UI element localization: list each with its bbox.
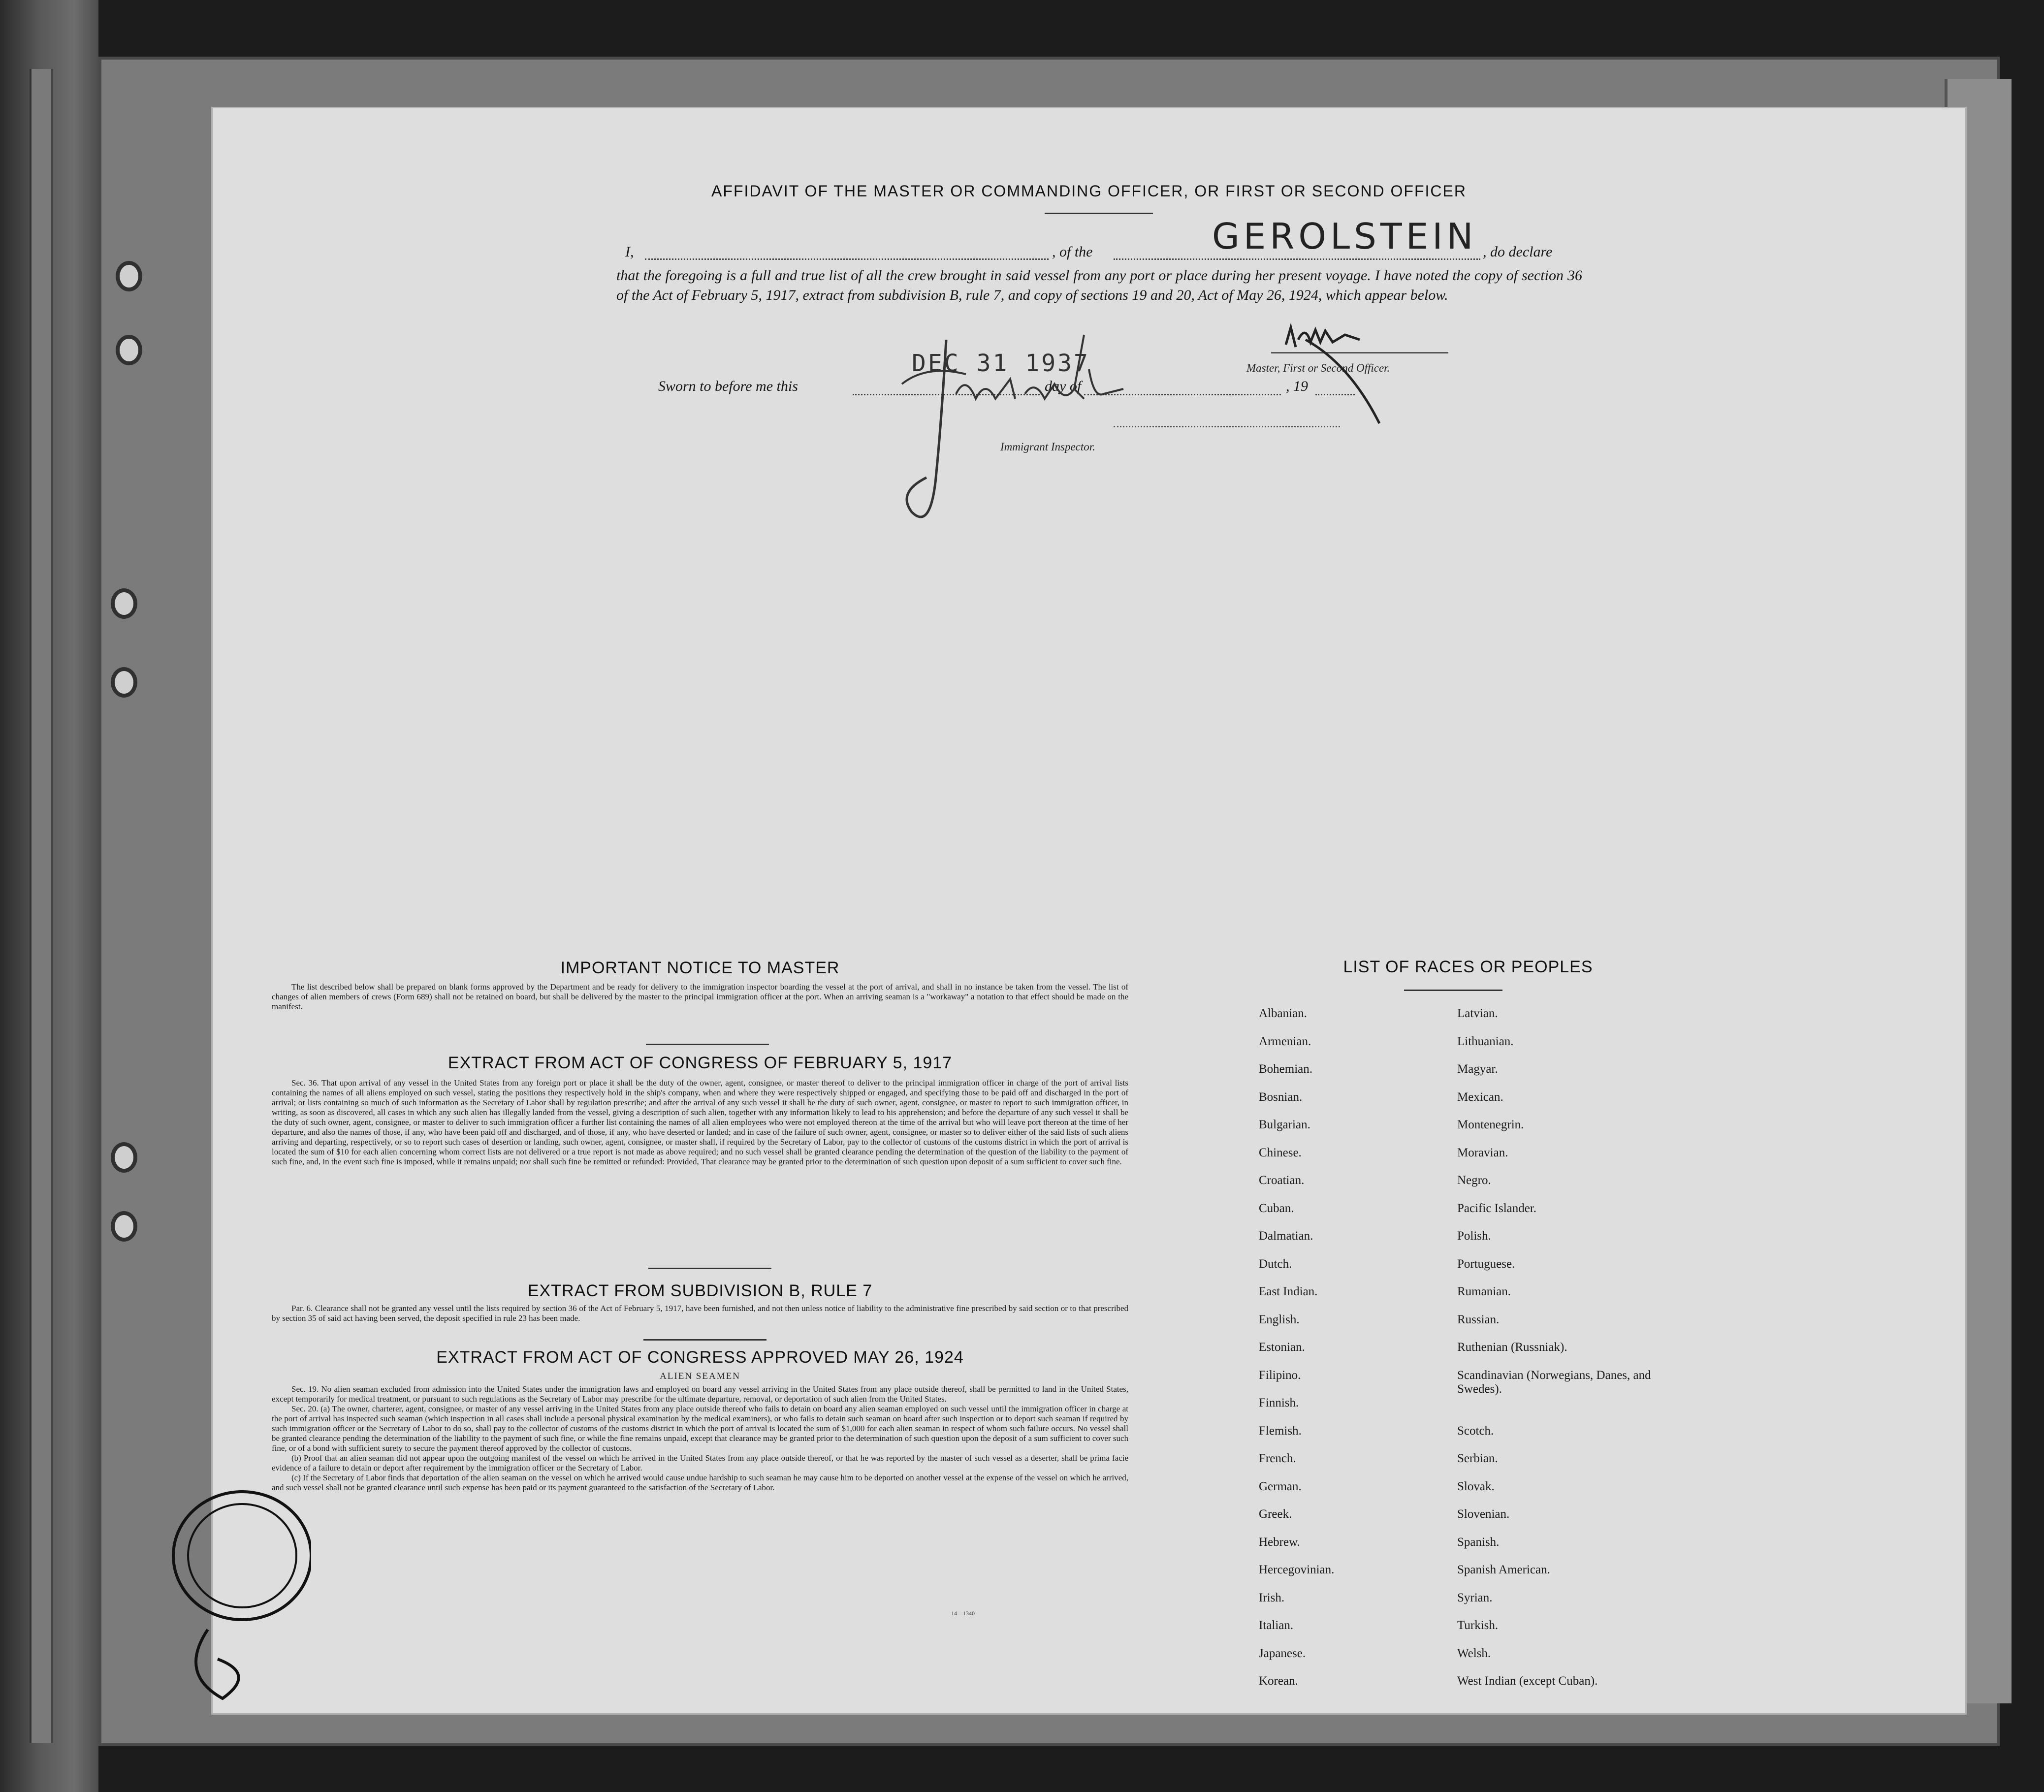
extract-1917-text: Sec. 36. That upon arrival of any vessel in the United States from any foreign port or place it shall be the duty of the owner, agent, consignee, or master thereof to deliver to the principal immigration officer in charge of the port of arrival lists containing the names of all aliens employed on such vessel, stating the positions they respectively hold in the ship's company, when and where they were respectively shipped or engaged, and specifying those to be paid off and discharged in the port of arrival; or lists containing so much of such information as the Secretary of Labor shall by regulation prescribe; and after the arrival of any such vessel it shall be the duty of such owner, agent, consignee, or master to report to such immigration officer, in writing, as soon as discovered, all cases in which any such alien has illegally landed from the vessel, giving a description of such alien, together with any information likely to lead to his apprehension; and before the departure of any such vessel it shall be the duty of such owner, agent, consignee, or master to deliver to such immigration officer a further list containing the names of all alien employees who were not employed thereon at the time of the arrival but who will leave port thereon at the time of her departure, and also the names of those, if any, who have been paid off and discharged, and of those, if any, who have deserted or landed; and in case of the failure of such owner, agent, consignee, or master so to deliver either of the said lists of such aliens arriving and departing, respectively, or so to report such cases of desertion or landing, such owner, agent, consignee, or master shall, if required by the Secretary of Labor, pay to the collector of customs of the customs district in which the port of arrival is located the sum of $10 for each alien concerning whom correct lists are not delivered or a true report is not made as above required; and no such vessel shall be granted clearance pending the determination of the question of the liability to the payment of such fine, and, in the event such fine is imposed, while it remains unpaid; nor shall such fine be remitted or refunded: Provided, That clearance may be granted prior to the determination of such question upon deposit of a sum sufficient to cover such fine.: [272, 1078, 1128, 1166]
affidavit-title: AFFIDAVIT OF THE MASTER OR COMMANDING OFFICER, OR FIRST OR SECOND OFFICER: [711, 182, 1467, 200]
race-item: Slovenian.: [1457, 1507, 1510, 1521]
race-item: Hebrew.: [1259, 1535, 1300, 1549]
race-item: Turkish.: [1457, 1619, 1499, 1632]
race-item: Estonian.: [1259, 1341, 1305, 1354]
inspector-signature: [779, 325, 1153, 532]
binder-hole: [116, 335, 142, 365]
races-column-1: [1259, 1007, 1436, 1702]
race-item: Spanish.: [1457, 1535, 1500, 1549]
date-stamp: DEC 31 1937: [912, 350, 1090, 377]
extract-rule7-title: EXTRACT FROM SUBDIVISION B, RULE 7: [527, 1281, 873, 1300]
affidavit-declare: , do declare: [1483, 244, 1553, 260]
master-name-field[interactable]: [645, 258, 1049, 260]
master-label: Master, First or Second Officer.: [1246, 362, 1390, 374]
race-item: Albanian.: [1259, 1007, 1307, 1020]
race-item: Bulgarian.: [1259, 1118, 1310, 1131]
race-item: Russian.: [1457, 1312, 1500, 1326]
race-item: Hercegovinian.: [1259, 1563, 1335, 1576]
race-item: Bohemian.: [1259, 1062, 1313, 1076]
race-item: Welsh.: [1457, 1646, 1491, 1660]
race-item: Bosnian.: [1259, 1090, 1303, 1104]
binder-hole: [111, 1142, 137, 1173]
section-19: Sec. 19. No alien seaman excluded from admission into the United States under the immigration laws and employed on board any vessel arriving in the United States from any place outside thereof, shall be permitted to land in the United States, except temporarily for medical treatment, or pursuant to such regulations as the Secretary of Labor may prescribe for the ultimate departure, removal, or deportation of such alien from the United States.: [272, 1384, 1128, 1404]
race-item: Japanese.: [1259, 1646, 1306, 1660]
binder-hole: [111, 1211, 137, 1242]
race-item: West Indian (except Cuban).: [1457, 1674, 1598, 1688]
race-item: Portuguese.: [1457, 1257, 1515, 1271]
race-item: East Indian.: [1259, 1285, 1318, 1298]
affidavit-of-the: , of the: [1052, 244, 1093, 260]
race-item: Spanish American.: [1457, 1563, 1550, 1576]
inspector-signature-line: [1114, 426, 1340, 427]
race-item: French.: [1259, 1452, 1296, 1465]
race-item: Armenian.: [1259, 1034, 1311, 1048]
sworn-label: Sworn to before me this: [658, 378, 798, 394]
race-item: Latvian.: [1457, 1007, 1498, 1020]
race-item: Montenegrin.: [1457, 1118, 1524, 1131]
form-number: 14—1340: [951, 1610, 975, 1617]
divider: [646, 1044, 769, 1045]
race-item: Scandinavian (Norwegians, Danes, and Swedes).: [1457, 1368, 1651, 1396]
extract-1924-body: [272, 1384, 1128, 1493]
race-item: Magyar.: [1457, 1062, 1498, 1076]
race-item: Finnish.: [1259, 1396, 1299, 1409]
race-item: Scotch.: [1457, 1424, 1494, 1438]
sworn-year-label: , 19: [1286, 378, 1308, 394]
race-item: German.: [1259, 1479, 1302, 1493]
race-item: Rumanian.: [1457, 1285, 1511, 1298]
race-item: Negro.: [1457, 1174, 1491, 1187]
race-item: Greek.: [1259, 1507, 1292, 1521]
divider: [648, 1268, 771, 1269]
race-item: Korean.: [1259, 1674, 1298, 1688]
race-item: Irish.: [1259, 1591, 1285, 1604]
vessel-name-handwritten: GEROLSTEIN: [1212, 216, 1477, 257]
affidavit-body: that the foregoing is a full and true list of all the crew brought in said vessel from any port or place during her present voyage. I have noted the copy of section 36 of the Act of February 5, 1917, extract from subdivision B, rule 7, and copy of sections 19 and 20, Act of May 26, 1924, which appear below.: [616, 267, 1582, 303]
race-item: Croatian.: [1259, 1174, 1305, 1187]
divider: [1045, 213, 1153, 214]
race-item: Italian.: [1259, 1619, 1294, 1632]
race-item: Polish.: [1457, 1229, 1491, 1243]
race-item: Filipino.: [1259, 1368, 1301, 1382]
divider: [1404, 990, 1502, 991]
race-item: Dutch.: [1259, 1257, 1292, 1271]
race-item: Moravian.: [1457, 1146, 1508, 1159]
race-item: Dalmatian.: [1259, 1229, 1313, 1243]
race-item: Syrian.: [1457, 1591, 1493, 1604]
extract-rule7-text: Par. 6. Clearance shall not be granted any vessel until the lists required by section 36 of the Act of February 5, 1917, have been furnished, and not then unless notice of liability to the administrative fine prescribed by said section or to that prescribed by section 35 of said act having been served, the deposit specified in rule 23 has been made.: [272, 1304, 1128, 1323]
pencil-circle-mark: [149, 1467, 311, 1713]
section-20b: (b) Proof that an alien seaman did not appear upon the outgoing manifest of the vessel on which he arrived in the United States from any place outside thereof, or that he was reported by the master of such vessel as a deserter, shall be prima facie evidence of a failure to detain or deport after requirement by the immigration officer or the Secretary of Labor.: [272, 1453, 1128, 1472]
extract-1924-subtitle: ALIEN SEAMEN: [660, 1371, 740, 1381]
inspector-label: Immigrant Inspector.: [1000, 441, 1095, 453]
race-item: Ruthenian (Russniak).: [1457, 1341, 1567, 1354]
races-title: LIST OF RACES OR PEOPLES: [1343, 958, 1593, 976]
binder-hole: [116, 261, 142, 291]
race-item: Cuban.: [1259, 1201, 1294, 1215]
sworn-day-label: day of: [1045, 378, 1082, 394]
form-sheet: [213, 108, 1965, 1713]
folder-edge: [30, 69, 53, 1743]
section-20a: Sec. 20. (a) The owner, charterer, agent, consignee, or master of any vessel arriving in the United States from any place outside thereof who fails to detain on board any alien seaman employed on such vessel until the immigration officer in charge at the port of arrival has inspected such seaman (which inspection in all cases shall include a personal physical examination by the medical examiners), or who fails to detain such seaman on board after such inspection or to deport such seaman if required by such immigration officer or the Secretary of Labor to do so, shall pay to the collector of customs of the customs district in which the port of arrival is located the sum of $1,000 for each alien seaman in respect of whom such failure occurs. No vessel shall be granted clearance pending the determination of the liability to the payment of such fine, or while the fine remains unpaid, except that clearance may be granted prior to the determination of such question upon the deposit of a sum sufficient to cover such fine, or of a bond with sufficient surety to secure the payment thereof approved by the collector of customs.: [272, 1404, 1128, 1453]
race-item: Lithuanian.: [1457, 1034, 1514, 1048]
race-item: Mexican.: [1457, 1090, 1503, 1104]
extract-1917-title: EXTRACT FROM ACT OF CONGRESS OF FEBRUARY 5, 1917: [447, 1054, 953, 1072]
race-item: Pacific Islander.: [1457, 1201, 1537, 1215]
race-item: Flemish.: [1259, 1424, 1302, 1438]
binder-hole: [111, 588, 137, 619]
races-column-2: [1457, 1007, 1664, 1702]
race-item: Slovak.: [1457, 1479, 1495, 1493]
notice-title: IMPORTANT NOTICE TO MASTER: [560, 959, 840, 977]
binder-hole: [111, 667, 137, 698]
section-20c: (c) If the Secretary of Labor finds that deportation of the alien seaman on the vessel on which he arrived would cause undue hardship to such seaman he may cause him to be deported on another vessel at the expense of the vessel on which he arrived, and such vessel shall not be granted clearance until such expense has been paid or its payment guaranteed to the satisfaction of the Secretary of Labor.: [272, 1473, 1128, 1492]
affidavit-i: I,: [625, 244, 634, 260]
race-item: Chinese.: [1259, 1146, 1302, 1159]
race-item: English.: [1259, 1312, 1300, 1326]
race-item: Serbian.: [1457, 1452, 1498, 1465]
notice-text: The list described below shall be prepared on blank forms approved by the Department and be ready for delivery to the immigration inspector boarding the vessel at the port of arrival, and shall in no instance be taken from the vessel. The list of changes of alien members of crews (Form 689) shall not be retained on board, but shall be delivered by the master to the principal immigration officer at the port. When an arriving seaman is a "workaway" a notation to that effect should be made on the manifest.: [272, 982, 1128, 1011]
extract-1924-title: EXTRACT FROM ACT OF CONGRESS APPROVED MAY 26, 1924: [436, 1348, 964, 1367]
sworn-year-field[interactable]: [1315, 394, 1355, 395]
divider: [643, 1339, 766, 1341]
vessel-name-line: [1114, 258, 1480, 260]
